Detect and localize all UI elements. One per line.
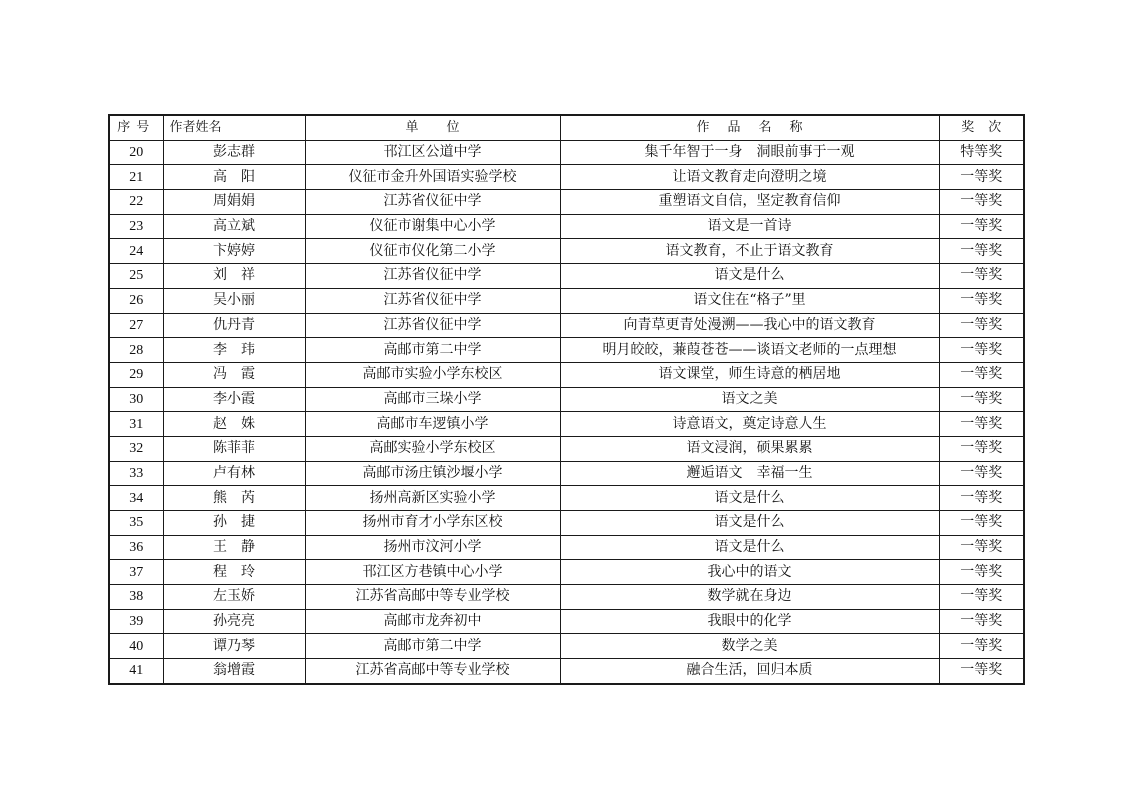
cell-award-level: 一等奖: [939, 338, 1024, 363]
cell-work-title: 语文之美: [560, 387, 939, 412]
cell-serial-number: 38: [109, 585, 163, 610]
table-row: [109, 288, 1024, 313]
cell-serial-number: 27: [109, 313, 163, 338]
cell-work-title: 让语文教育走向澄明之境: [560, 165, 939, 190]
cell-unit: 高邮市第二中学: [305, 338, 560, 363]
cell-unit: 高邮实验小学东校区: [305, 436, 560, 461]
cell-work-title: 语文住在“格子”里: [560, 288, 939, 313]
table-body: [109, 140, 1024, 684]
table-row: [109, 659, 1024, 684]
cell-unit: 邗江区方巷镇中心小学: [305, 560, 560, 585]
cell-author-name: 刘 祥: [163, 264, 305, 289]
cell-work-title: 我眼中的化学: [560, 609, 939, 634]
cell-serial-number: 26: [109, 288, 163, 313]
cell-serial-number: 40: [109, 634, 163, 659]
table-row: [109, 585, 1024, 610]
cell-unit: 高邮市汤庄镇沙堰小学: [305, 461, 560, 486]
table-row: [109, 461, 1024, 486]
cell-author-name: 吴小丽: [163, 288, 305, 313]
cell-author-name: 谭乃琴: [163, 634, 305, 659]
cell-work-title: 语文是什么: [560, 535, 939, 560]
cell-author-name: 周娟娟: [163, 190, 305, 215]
cell-unit: 江苏省仪征中学: [305, 264, 560, 289]
cell-author-name: 冯 霞: [163, 362, 305, 387]
cell-award-level: 一等奖: [939, 659, 1024, 684]
cell-serial-number: 33: [109, 461, 163, 486]
cell-author-name: 仇丹青: [163, 313, 305, 338]
cell-work-title: 融合生活，回归本质: [560, 659, 939, 684]
cell-work-title: 语文是一首诗: [560, 214, 939, 239]
table-row: [109, 313, 1024, 338]
cell-author-name: 左玉娇: [163, 585, 305, 610]
table-row: [109, 165, 1024, 190]
table-row: [109, 436, 1024, 461]
header-work-title: 作品名称: [560, 115, 939, 140]
header-award-level: 奖次: [939, 115, 1024, 140]
cell-serial-number: 30: [109, 387, 163, 412]
cell-author-name: 陈菲菲: [163, 436, 305, 461]
header-unit: 单位: [305, 115, 560, 140]
cell-unit: 高邮市第二中学: [305, 634, 560, 659]
table-row: [109, 412, 1024, 437]
cell-award-level: 一等奖: [939, 214, 1024, 239]
cell-award-level: 一等奖: [939, 634, 1024, 659]
cell-work-title: 数学就在身边: [560, 585, 939, 610]
cell-award-level: 一等奖: [939, 264, 1024, 289]
table-row: [109, 634, 1024, 659]
cell-work-title: 语文课堂，师生诗意的栖居地: [560, 362, 939, 387]
cell-serial-number: 35: [109, 511, 163, 536]
cell-unit: 江苏省仪征中学: [305, 313, 560, 338]
table-header-row: [109, 115, 1024, 140]
cell-work-title: 语文是什么: [560, 511, 939, 536]
cell-unit: 仪征市金升外国语实验学校: [305, 165, 560, 190]
cell-author-name: 卢有林: [163, 461, 305, 486]
cell-award-level: 一等奖: [939, 165, 1024, 190]
table-row: [109, 140, 1024, 165]
header-serial-number: 序号: [109, 115, 163, 140]
table-row: [109, 486, 1024, 511]
header-author-name: 作者姓名: [163, 115, 305, 140]
cell-award-level: 一等奖: [939, 313, 1024, 338]
cell-award-level: 一等奖: [939, 609, 1024, 634]
cell-serial-number: 39: [109, 609, 163, 634]
cell-work-title: 诗意语文，奠定诗意人生: [560, 412, 939, 437]
cell-author-name: 孙 捷: [163, 511, 305, 536]
cell-award-level: 一等奖: [939, 436, 1024, 461]
table-row: [109, 560, 1024, 585]
cell-work-title: 语文是什么: [560, 264, 939, 289]
table-row: [109, 214, 1024, 239]
cell-award-level: 一等奖: [939, 461, 1024, 486]
cell-award-level: 一等奖: [939, 190, 1024, 215]
cell-serial-number: 37: [109, 560, 163, 585]
cell-award-level: 一等奖: [939, 387, 1024, 412]
table-row: [109, 264, 1024, 289]
table-row: [109, 609, 1024, 634]
cell-unit: 扬州市育才小学东区校: [305, 511, 560, 536]
table-row: [109, 511, 1024, 536]
cell-author-name: 李小霞: [163, 387, 305, 412]
cell-unit: 江苏省高邮中等专业学校: [305, 659, 560, 684]
cell-unit: 扬州市汶河小学: [305, 535, 560, 560]
cell-serial-number: 41: [109, 659, 163, 684]
cell-author-name: 王 静: [163, 535, 305, 560]
cell-author-name: 彭志群: [163, 140, 305, 165]
cell-award-level: 一等奖: [939, 511, 1024, 536]
cell-work-title: 语文是什么: [560, 486, 939, 511]
cell-author-name: 程 玲: [163, 560, 305, 585]
cell-unit: 江苏省仪征中学: [305, 288, 560, 313]
cell-serial-number: 24: [109, 239, 163, 264]
cell-award-level: 一等奖: [939, 486, 1024, 511]
cell-author-name: 熊 芮: [163, 486, 305, 511]
cell-serial-number: 31: [109, 412, 163, 437]
cell-author-name: 孙亮亮: [163, 609, 305, 634]
cell-work-title: 向青草更青处漫溯——我心中的语文教育: [560, 313, 939, 338]
cell-serial-number: 28: [109, 338, 163, 363]
table-row: [109, 338, 1024, 363]
cell-serial-number: 21: [109, 165, 163, 190]
cell-unit: 高邮市三垛小学: [305, 387, 560, 412]
cell-unit: 高邮市车逻镇小学: [305, 412, 560, 437]
cell-author-name: 李 玮: [163, 338, 305, 363]
table-row: [109, 387, 1024, 412]
cell-serial-number: 25: [109, 264, 163, 289]
cell-work-title: 语文浸润，硕果累累: [560, 436, 939, 461]
cell-author-name: 高 阳: [163, 165, 305, 190]
cell-serial-number: 34: [109, 486, 163, 511]
cell-award-level: 特等奖: [939, 140, 1024, 165]
cell-unit: 仪征市谢集中心小学: [305, 214, 560, 239]
cell-author-name: 卞婷婷: [163, 239, 305, 264]
awards-table: [108, 114, 1025, 685]
cell-work-title: 重塑语文自信，坚定教育信仰: [560, 190, 939, 215]
cell-unit: 高邮市龙奔初中: [305, 609, 560, 634]
table-row: [109, 362, 1024, 387]
table-row: [109, 239, 1024, 264]
table-row: [109, 535, 1024, 560]
cell-work-title: 我心中的语文: [560, 560, 939, 585]
cell-award-level: 一等奖: [939, 362, 1024, 387]
cell-unit: 邗江区公道中学: [305, 140, 560, 165]
cell-author-name: 赵 姝: [163, 412, 305, 437]
cell-award-level: 一等奖: [939, 560, 1024, 585]
cell-serial-number: 23: [109, 214, 163, 239]
cell-unit: 仪征市仪化第二小学: [305, 239, 560, 264]
cell-award-level: 一等奖: [939, 585, 1024, 610]
cell-award-level: 一等奖: [939, 239, 1024, 264]
cell-serial-number: 32: [109, 436, 163, 461]
cell-serial-number: 29: [109, 362, 163, 387]
document-page: [108, 114, 1025, 685]
cell-author-name: 高立斌: [163, 214, 305, 239]
cell-unit: 江苏省仪征中学: [305, 190, 560, 215]
cell-serial-number: 20: [109, 140, 163, 165]
cell-award-level: 一等奖: [939, 412, 1024, 437]
cell-work-title: 明月皎皎，蒹葭苍苍——谈语文老师的一点理想: [560, 338, 939, 363]
cell-award-level: 一等奖: [939, 288, 1024, 313]
cell-serial-number: 22: [109, 190, 163, 215]
cell-unit: 江苏省高邮中等专业学校: [305, 585, 560, 610]
cell-serial-number: 36: [109, 535, 163, 560]
cell-award-level: 一等奖: [939, 535, 1024, 560]
cell-work-title: 邂逅语文 幸福一生: [560, 461, 939, 486]
cell-work-title: 语文教育，不止于语文教育: [560, 239, 939, 264]
cell-work-title: 数学之美: [560, 634, 939, 659]
cell-unit: 扬州高新区实验小学: [305, 486, 560, 511]
cell-author-name: 翁增霞: [163, 659, 305, 684]
table-row: [109, 190, 1024, 215]
cell-work-title: 集千年智于一身 洞眼前事于一观: [560, 140, 939, 165]
cell-unit: 高邮市实验小学东校区: [305, 362, 560, 387]
